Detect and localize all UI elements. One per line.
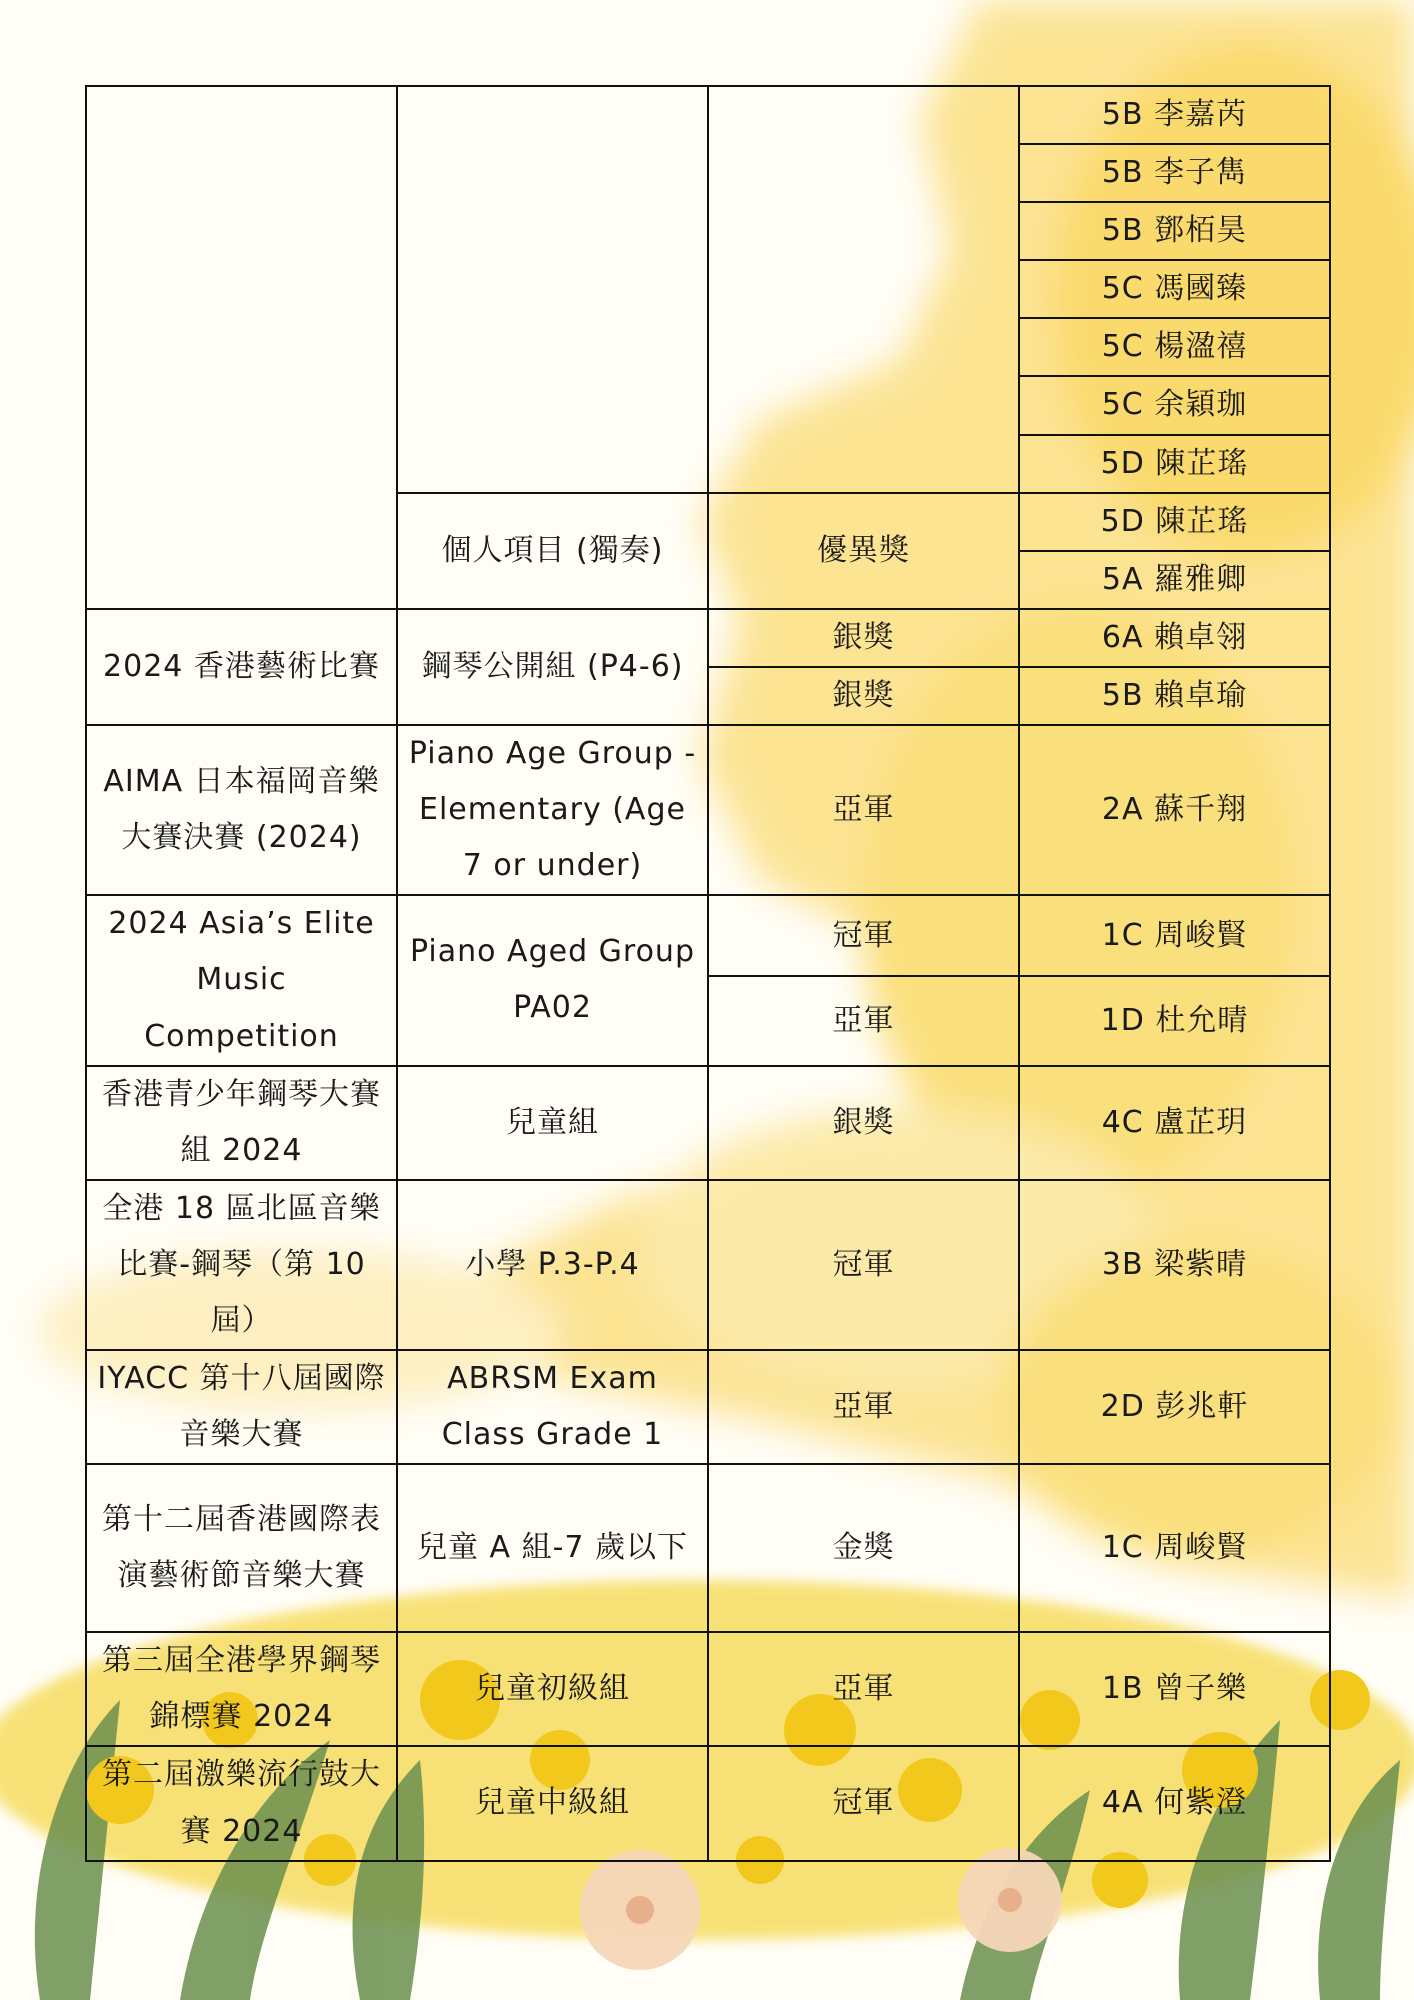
award-cell: 金獎 bbox=[708, 1464, 1019, 1632]
award-cell: 冠軍 bbox=[708, 895, 1019, 976]
student-cell: 2A 蘇千翔 bbox=[1019, 725, 1330, 895]
competition-cell: AIMA 日本福岡音樂大賽決賽 (2024) bbox=[86, 725, 397, 895]
category-cell: 兒童初級組 bbox=[397, 1632, 708, 1746]
award-cell: 亞軍 bbox=[708, 976, 1019, 1066]
student-cell: 1C 周峻賢 bbox=[1019, 1464, 1330, 1632]
student-cell: 4A 何紫澄 bbox=[1019, 1746, 1330, 1860]
category-cell: 小學 P.3-P.4 bbox=[397, 1180, 708, 1350]
category-cell: 兒童組 bbox=[397, 1066, 708, 1180]
student-cell: 5D 陳芷瑤 bbox=[1019, 493, 1330, 551]
category-cell: Piano Age Group - Elementary (Age 7 or under) bbox=[397, 725, 708, 895]
student-cell: 5A 羅雅卿 bbox=[1019, 551, 1330, 609]
category-cell: 兒童 A 組-7 歲以下 bbox=[397, 1464, 708, 1632]
category-cell: 個人項目 (獨奏) bbox=[397, 493, 708, 609]
award-cell: 銀獎 bbox=[708, 1066, 1019, 1180]
student-cell: 5C 楊溋禧 bbox=[1019, 318, 1330, 376]
awards-table bbox=[85, 85, 1331, 1862]
award-cell: 亞軍 bbox=[708, 1632, 1019, 1746]
category-cell-empty bbox=[397, 86, 708, 493]
student-cell: 5B 賴卓瑜 bbox=[1019, 667, 1330, 725]
category-cell: 兒童中級組 bbox=[397, 1746, 708, 1860]
student-cell: 1D 杜允晴 bbox=[1019, 976, 1330, 1066]
student-cell: 4C 盧芷玥 bbox=[1019, 1066, 1330, 1180]
award-cell: 銀獎 bbox=[708, 667, 1019, 725]
award-cell: 銀獎 bbox=[708, 609, 1019, 667]
award-cell: 冠軍 bbox=[708, 1746, 1019, 1860]
student-cell: 5C 馮國臻 bbox=[1019, 260, 1330, 318]
competition-cell-empty bbox=[86, 86, 397, 609]
student-cell: 5C 余穎珈 bbox=[1019, 376, 1330, 434]
category-cell: 鋼琴公開組 (P4-6) bbox=[397, 609, 708, 725]
competition-cell: 香港青少年鋼琴大賽組 2024 bbox=[86, 1066, 397, 1180]
category-cell: ABRSM Exam Class Grade 1 bbox=[397, 1350, 708, 1464]
student-cell: 6A 賴卓翎 bbox=[1019, 609, 1330, 667]
award-cell: 亞軍 bbox=[708, 725, 1019, 895]
competition-cell: 全港 18 區北區音樂比賽-鋼琴（第 10 屆） bbox=[86, 1180, 397, 1350]
competition-cell: 第二屆激樂流行鼓大賽 2024 bbox=[86, 1746, 397, 1860]
student-cell: 3B 梁紫晴 bbox=[1019, 1180, 1330, 1350]
award-cell: 亞軍 bbox=[708, 1350, 1019, 1464]
competition-cell: IYACC 第十八屆國際音樂大賽 bbox=[86, 1350, 397, 1464]
competition-cell: 2024 Asia’s Elite Music Competition bbox=[86, 895, 397, 1065]
award-cell: 優異獎 bbox=[708, 493, 1019, 609]
competition-cell: 2024 香港藝術比賽 bbox=[86, 609, 397, 725]
competition-cell: 第三屆全港學界鋼琴錦標賽 2024 bbox=[86, 1632, 397, 1746]
student-cell: 5B 李嘉芮 bbox=[1019, 86, 1330, 144]
student-cell: 5D 陳芷瑤 bbox=[1019, 435, 1330, 493]
award-cell: 冠軍 bbox=[708, 1180, 1019, 1350]
student-cell: 5B 李子雋 bbox=[1019, 144, 1330, 202]
student-cell: 1B 曾子樂 bbox=[1019, 1632, 1330, 1746]
student-cell: 2D 彭兆軒 bbox=[1019, 1350, 1330, 1464]
student-cell: 5B 鄧栢昊 bbox=[1019, 202, 1330, 260]
student-cell: 1C 周峻賢 bbox=[1019, 895, 1330, 976]
competition-cell: 第十二屆香港國際表演藝術節音樂大賽 bbox=[86, 1464, 397, 1632]
award-cell-empty bbox=[708, 86, 1019, 493]
category-cell: Piano Aged Group PA02 bbox=[397, 895, 708, 1065]
